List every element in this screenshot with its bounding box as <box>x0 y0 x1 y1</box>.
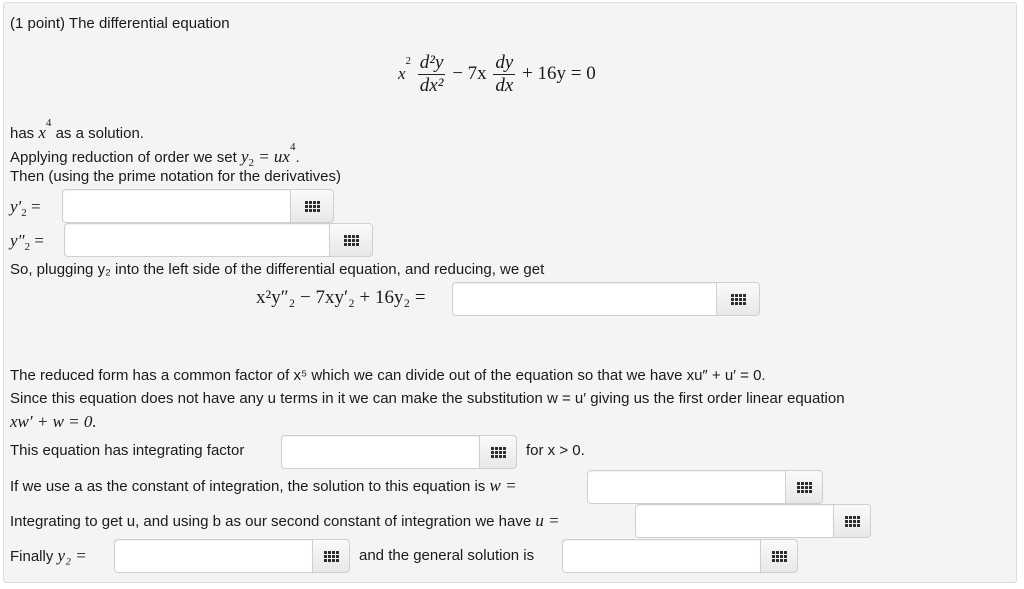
u-solution-input[interactable] <box>635 504 833 538</box>
equation-editor-button[interactable] <box>785 470 823 504</box>
y2-double-prime-input[interactable] <box>64 223 329 257</box>
answer-general-solution <box>562 539 798 573</box>
line-apply-reduction: Applying reduction of order we set $y_2 = ux^4$. <box>10 141 300 169</box>
label-integrating-factor: This equation has integrating factor <box>10 442 245 459</box>
grid-icon <box>772 551 787 562</box>
grid-icon <box>731 294 746 305</box>
grid-icon <box>845 516 860 527</box>
grid-icon <box>344 235 359 246</box>
y2-prime-input[interactable] <box>62 189 290 223</box>
label-u-solution: Integrating to get u, and using b as our second constant of integration we have u = <box>10 511 560 530</box>
line-plugging: So, plugging y₂ into the left side of the differential equation, and reducing, we get <box>10 261 545 278</box>
problem-intro: (1 point) The differential equation <box>10 15 230 32</box>
reduced-form-input[interactable] <box>452 282 716 316</box>
equation-editor-button[interactable] <box>312 539 350 573</box>
grid-icon <box>305 201 320 212</box>
equation-editor-button[interactable] <box>290 189 334 223</box>
answer-integrating-factor <box>281 435 517 469</box>
reduced-equation-lhs: x²y″₂ − 7xy′₂ + 16y₂ = <box>256 287 426 308</box>
w-solution-input[interactable] <box>587 470 785 504</box>
y2-final-input[interactable] <box>114 539 312 573</box>
general-solution-input[interactable] <box>562 539 760 573</box>
label-w-solution: If we use a as the constant of integration, the solution to this equation is w = <box>10 476 517 495</box>
equation-editor-button[interactable] <box>329 223 373 257</box>
label-y2-double-prime: $y''_2$ = <box>10 231 44 253</box>
line-substitution: Since this equation does not have any u terms in it we can make the substitution w = u′ giving us the first order linear equation <box>10 390 845 407</box>
equation-editor-button[interactable] <box>833 504 871 538</box>
label-general-solution: and the general solution is <box>359 547 535 564</box>
label-y2-prime: $y'_2$ = <box>10 197 41 219</box>
line-has-solution: has $x^4$ as a solution. <box>10 117 144 142</box>
answer-w-solution <box>587 470 823 504</box>
answer-u-solution <box>635 504 871 538</box>
equation-editor-button[interactable] <box>479 435 517 469</box>
fraction-d2y-dx2: $\frac{\text{d²y}}{\text{dx²}}$ <box>419 52 444 96</box>
answer-y2-double-prime <box>64 223 373 257</box>
differential-equation: $x^2$ $\frac{\text{d²y}}{\text{dx²}}$ − 7x $\frac{dy}{dx}$ + 16y = 0 <box>398 52 596 96</box>
grid-icon <box>797 482 812 493</box>
fraction-dy-dx: $\frac{dy}{dx}$ <box>495 52 514 96</box>
label-for-x-positive: for x > 0. <box>526 442 585 459</box>
answer-y2-final <box>114 539 350 573</box>
answer-y2-prime <box>62 189 334 223</box>
integrating-factor-input[interactable] <box>281 435 479 469</box>
line-first-order-equation: xw′ + w = 0. <box>10 412 97 431</box>
label-y2-final: Finally y₂ = <box>10 546 87 565</box>
equation-editor-button[interactable] <box>760 539 798 573</box>
line-reduced-form: The reduced form has a common factor of x⁵ which we can divide out of the equation so that we have xu″ + u′ = 0. <box>10 367 766 384</box>
grid-icon <box>324 551 339 562</box>
line-then: Then (using the prime notation for the derivatives) <box>10 168 342 185</box>
grid-icon <box>491 447 506 458</box>
equation-editor-button[interactable] <box>716 282 760 316</box>
answer-reduced-form <box>452 282 760 316</box>
